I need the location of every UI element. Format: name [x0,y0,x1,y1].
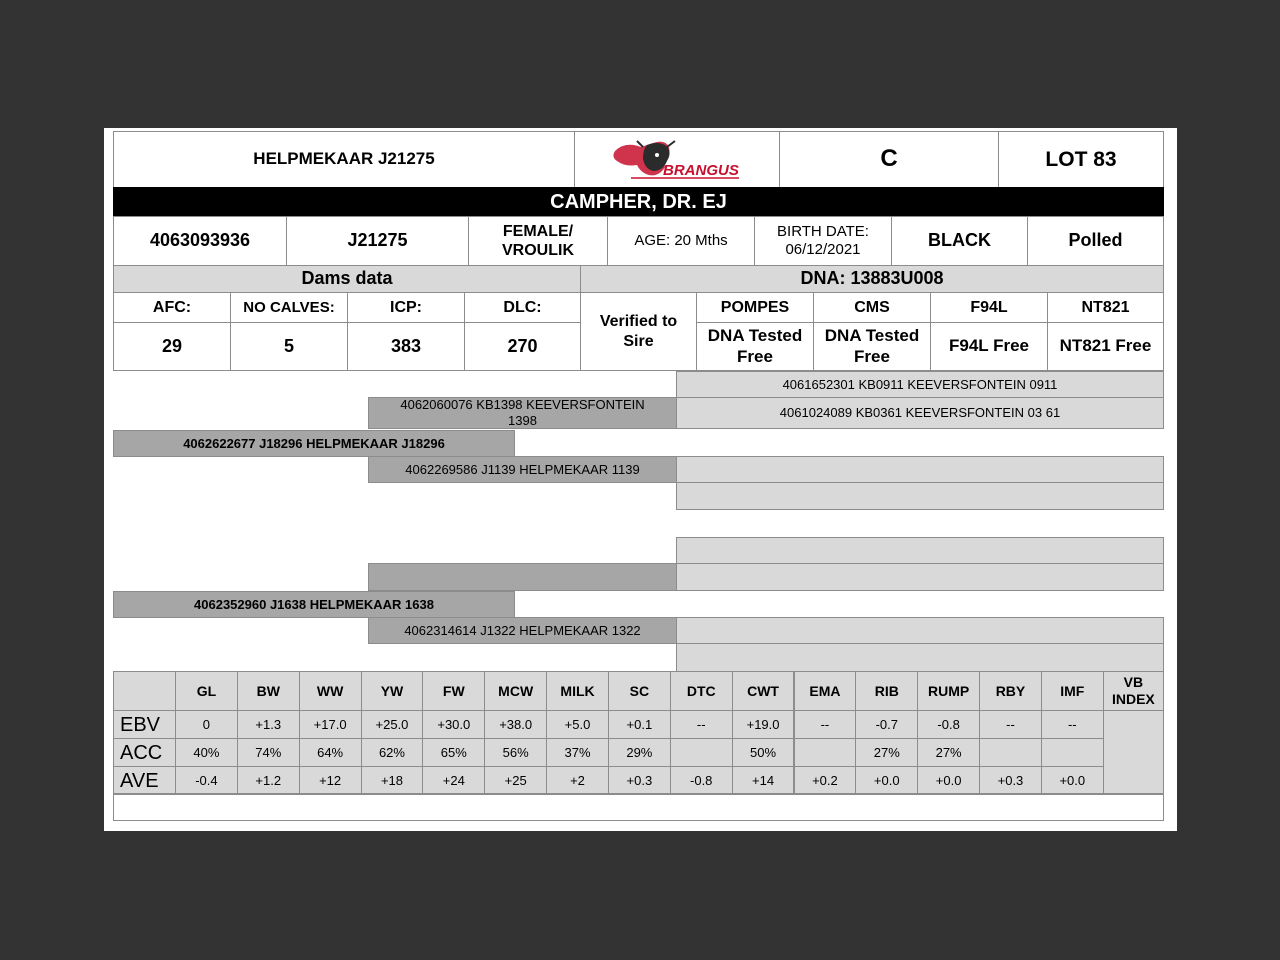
dna-value-nt821: NT821 Free [1047,322,1164,371]
ebv-cell: +12 [299,766,362,795]
birth-date: BIRTH DATE: 06/12/2021 [754,216,892,266]
pedigree-sire-dam: 4062269586 J1139 HELPMEKAAR 1139 [368,456,677,483]
footer-row [113,793,1164,821]
dams-header-dlc: DLC: [464,292,581,323]
pedigree-dam-sire [368,563,677,591]
ebv-cell: 50% [732,738,795,767]
ebv-cell: -- [1041,710,1104,739]
ebv-row-label-ebv: EBV [113,710,176,739]
ebv-cell: 74% [237,738,300,767]
dna-value-f94l: F94L Free [930,322,1048,371]
dams-header-no-calves: NO CALVES: [230,292,348,323]
ebv-cell: +0.0 [917,766,980,795]
ebv-cell: +0.0 [1041,766,1104,795]
ebv-cell: +0.1 [608,710,671,739]
ebv-cell [1041,738,1104,767]
ebv-cell: +30.0 [422,710,485,739]
dna-header-f94l: F94L [930,292,1048,323]
pedigree-dam: 4062352960 J1638 HELPMEKAAR 1638 [113,591,515,618]
ebv-cell: 27% [855,738,918,767]
dams-value-dlc: 270 [464,322,581,371]
ebv-header-dtc: DTC [670,671,733,711]
ebv-header-milk: MILK [546,671,609,711]
dna-value-pompes: DNA Tested Free [696,322,814,371]
logo-text: BRANGUS [663,161,739,179]
horn-status: Polled [1027,216,1164,266]
ebv-cell: 40% [175,738,238,767]
pedigree-sire-dam-dam [676,482,1164,510]
dams-value-afc: 29 [113,322,231,371]
dna-value-cms: DNA Tested Free [813,322,931,371]
ebv-header-yw: YW [361,671,424,711]
ebv-cell: +18 [361,766,424,795]
pedigree-dam-sire-sire [676,537,1164,564]
ebv-cell: +1.2 [237,766,300,795]
dams-header-afc: AFC: [113,292,231,323]
ebv-header-vb-index: VB INDEX [1103,671,1164,711]
pedigree-sire-sire-dam: 4061024089 KB0361 KEEVERSFONTEIN 03 61 [676,397,1164,429]
pedigree-sire-sire: 4062060076 KB1398 KEEVERSFONTEIN 1398 [368,397,677,429]
dna-header-cms: CMS [813,292,931,323]
dams-header-icp: ICP: [347,292,465,323]
dna-title: DNA: 13883U008 [580,265,1164,293]
pedigree-dam-dam-sire [676,617,1164,644]
ebv-header-ema: EMA [794,671,857,711]
dams-value-no-calves: 5 [230,322,348,371]
colour: BLACK [891,216,1028,266]
ebv-header-sc: SC [608,671,671,711]
ebv-cell: -0.8 [917,710,980,739]
pedigree-dam-sire-dam [676,563,1164,591]
ebv-cell: 27% [917,738,980,767]
pedigree-dam-dam: 4062314614 J1322 HELPMEKAAR 1322 [368,617,677,644]
pedigree-dam-dam-dam [676,643,1164,672]
ebv-cell: 64% [299,738,362,767]
dna-header-nt821: NT821 [1047,292,1164,323]
ebv-cell [794,738,857,767]
ebv-header-bw: BW [237,671,300,711]
ebv-cell [670,738,733,767]
ebv-header-rib: RIB [855,671,918,711]
ebv-cell: -- [670,710,733,739]
ebv-cell: -0.7 [855,710,918,739]
dams-data-title: Dams data [113,265,581,293]
ebv-header-cwt: CWT [732,671,795,711]
ebv-cell: +25 [484,766,547,795]
ebv-cell: +17.0 [299,710,362,739]
ebv-header-fw: FW [422,671,485,711]
ebv-cell: +0.2 [794,766,857,795]
ebv-cell: 29% [608,738,671,767]
ebv-cell: -- [979,710,1042,739]
ebv-cell: 56% [484,738,547,767]
ebv-cell: +2 [546,766,609,795]
lot-card [104,128,1177,831]
ebv-cell: -0.8 [670,766,733,795]
registration-number: 4063093936 [113,216,287,266]
ebv-row-label-ave: AVE [113,766,176,795]
animal-name: HELPMEKAAR J21275 [113,131,575,188]
ebv-cell: +0.3 [608,766,671,795]
ebv-header-gl: GL [175,671,238,711]
age: AGE: 20 Mths [607,216,755,266]
verified-to-sire: Verified to Sire [580,292,697,371]
lot-number: LOT 83 [998,131,1164,188]
ebv-cell: +14 [732,766,795,795]
breeder-name: CAMPHER, DR. EJ [113,187,1164,217]
ebv-header-mcw: MCW [484,671,547,711]
ebv-header-ww: WW [299,671,362,711]
ebv-row-label-acc: ACC [113,738,176,767]
ebv-cell: +0.0 [855,766,918,795]
ebv-cell: -- [794,710,857,739]
ebv-header-corner [113,671,176,711]
ebv-cell: +24 [422,766,485,795]
pedigree-sire-dam-sire [676,456,1164,483]
ebv-cell: -0.4 [175,766,238,795]
ebv-vb-index-value [1103,710,1164,795]
ebv-cell: 62% [361,738,424,767]
pedigree-sire: 4062622677 J18296 HELPMEKAAR J18296 [113,430,515,457]
ebv-header-rump: RUMP [917,671,980,711]
ebv-cell [979,738,1042,767]
grade: C [779,131,999,188]
ebv-cell: +0.3 [979,766,1042,795]
bull-head-icon [607,137,747,183]
ebv-cell: +38.0 [484,710,547,739]
dna-header-pompes: POMPES [696,292,814,323]
ebv-cell: +19.0 [732,710,795,739]
ebv-cell: +5.0 [546,710,609,739]
ebv-header-imf: IMF [1041,671,1104,711]
animal-id: J21275 [286,216,469,266]
dams-value-icp: 383 [347,322,465,371]
brangus-logo [574,131,780,188]
ebv-cell: 65% [422,738,485,767]
pedigree-sire-sire-sire: 4061652301 KB0911 KEEVERSFONTEIN 0911 [676,371,1164,398]
ebv-cell: +1.3 [237,710,300,739]
ebv-cell: 37% [546,738,609,767]
ebv-cell: +25.0 [361,710,424,739]
ebv-header-rby: RBY [979,671,1042,711]
sex: FEMALE/ VROULIK [468,216,608,266]
ebv-cell: 0 [175,710,238,739]
